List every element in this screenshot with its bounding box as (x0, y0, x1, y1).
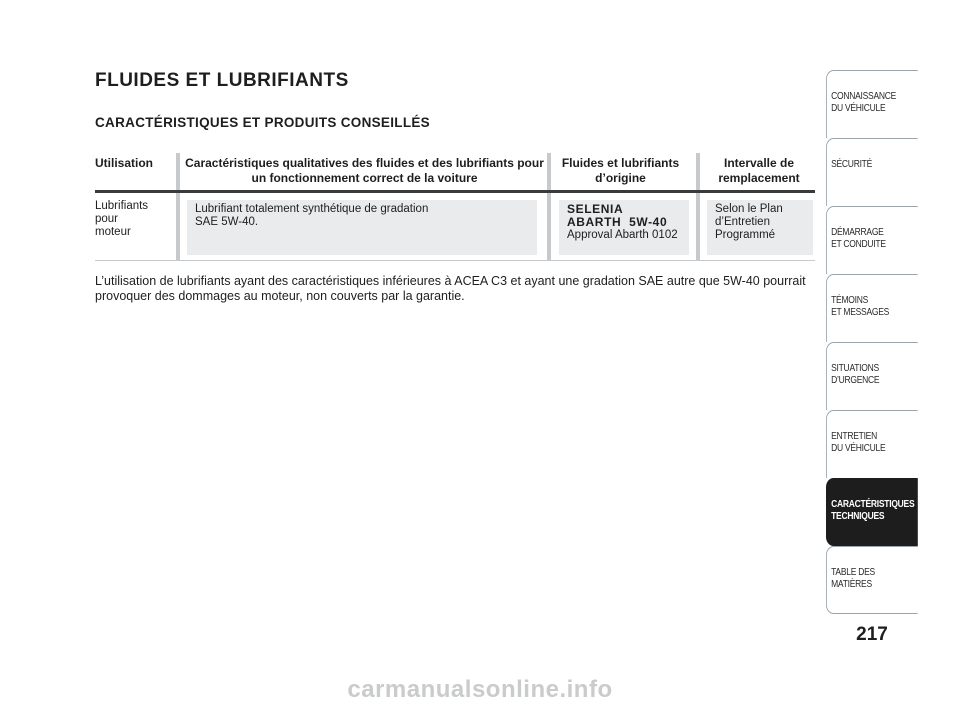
tab-temoins-messages[interactable] (826, 274, 918, 342)
column-divider (696, 153, 700, 261)
tab-demarrage-conduite[interactable] (826, 206, 918, 274)
tab-label: SÉCURITÉ (831, 159, 873, 170)
fluide-grade: ABARTH 5W-40 (567, 215, 668, 229)
column-divider (547, 153, 551, 261)
tab-caracteristiques-techniques[interactable] (826, 478, 918, 546)
tab-securite[interactable] (826, 138, 918, 206)
cell-fluide-origine (559, 200, 689, 255)
cell-caracteristiques: Lubrifiant totalement synthétique de gradation SAE 5W-40. (187, 200, 537, 255)
page-title: FLUIDES ET LUBRIFIANTS (95, 70, 349, 91)
fluide-name: SELENIA (567, 202, 624, 216)
header-caracteristiques: Caractéristiques qualitatives des fluides et des lubrifiants pour un fonctionnement correct de la voiture (185, 156, 544, 185)
tab-label: SITUATIONS D’URGENCE (831, 363, 880, 386)
header-intervalle: Intervalle de remplacement (718, 156, 800, 185)
tab-label: TABLE DES MATIÈRES (831, 567, 875, 590)
page-number: 217 (856, 624, 888, 645)
tab-label: CONNAISSANCE DU VÉHICULE (831, 91, 897, 114)
tab-situations-urgence[interactable] (826, 342, 918, 410)
tab-label: DÉMARRAGE ET CONDUITE (831, 227, 886, 250)
cell-utilisation: Lubrifiants pour moteur (95, 200, 149, 238)
tab-label: ENTRETIEN DU VÉHICULE (831, 431, 886, 454)
tab-connaissance-vehicule[interactable] (826, 70, 918, 138)
watermark: carmanualsonline.info (347, 676, 613, 703)
warning-note: L’utilisation de lubrifiants ayant des caractéristiques inférieures à ACEA C3 et ayant une gradation SAE autre que 5W-40 pourrait provoquer des dommages au moteur, non couverts par la garantie. (95, 274, 806, 303)
cell-intervalle: Selon le Plan d’Entretien Programmé (707, 200, 813, 255)
table-row-rule (95, 260, 815, 261)
tab-label: TÉMOINS ET MESSAGES (831, 295, 890, 318)
column-divider (176, 153, 180, 261)
header-utilisation: Utilisation (95, 156, 154, 170)
chapter-tabs (826, 70, 918, 614)
table-header-rule (95, 190, 815, 193)
tab-label: CARACTÉRISTIQUES TECHNIQUES (831, 499, 915, 522)
header-fluides-origine: Fluides et lubrifiants d’origine (561, 156, 680, 185)
fluide-approval: Approval Abarth 0102 (567, 229, 678, 241)
tab-table-matieres[interactable] (826, 546, 918, 614)
section-subtitle: CARACTÉRISTIQUES ET PRODUITS CONSEILLÉS (95, 115, 430, 130)
tab-entretien-vehicule[interactable] (826, 410, 918, 478)
